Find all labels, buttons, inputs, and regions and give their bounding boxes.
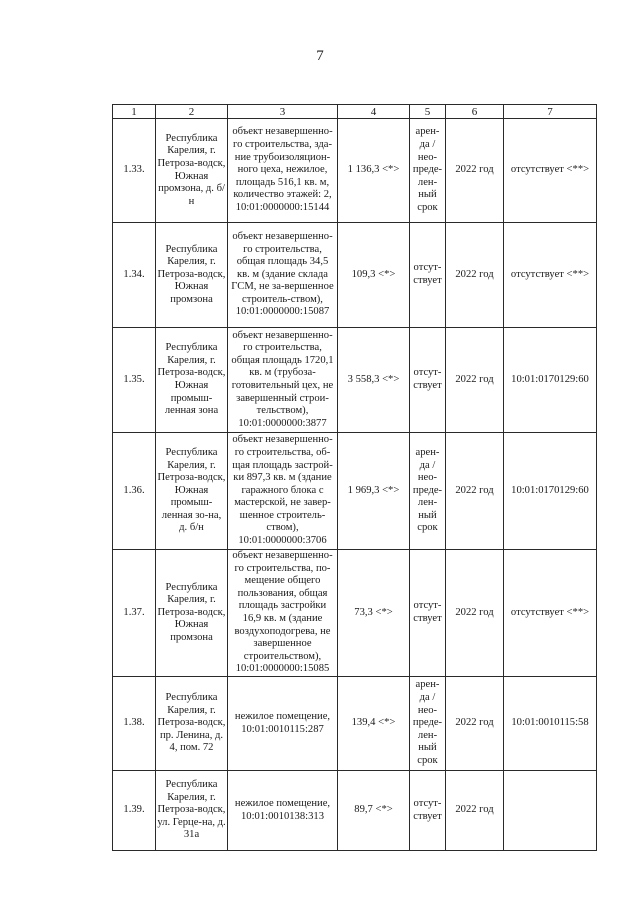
cadastral-cell: 10:01:0170129:60 [504, 433, 597, 550]
object-description-cell: объект незавершенно-го строительства, по-мещение общего пользования, общая площадь застройки 16,9 кв. м (здание воздухоподогрева, не завершенное строительством), 10:01:0000000:15085 [228, 550, 338, 677]
table-row [113, 550, 597, 677]
row-number: 1.34. [113, 223, 156, 328]
year-cell: 2022 год [446, 677, 504, 771]
encumbrance-cell: отсут-ствует [410, 550, 446, 677]
column-header: 5 [410, 105, 446, 119]
address-cell: Республика Карелия, г. Петроза-водск, ул. Герце-на, д. 31а [156, 771, 228, 851]
cadastral-cell: отсутствует <**> [504, 223, 597, 328]
address-cell: Республика Карелия, г. Петроза-водск, пр. Ленина, д. 4, пом. 72 [156, 677, 228, 771]
year-cell: 2022 год [446, 119, 504, 223]
encumbrance-cell: отсут-ствует [410, 771, 446, 851]
property-registry-table [112, 104, 597, 851]
value-cell: 73,3 <*> [338, 550, 410, 677]
value-cell: 89,7 <*> [338, 771, 410, 851]
cadastral-cell: 10:01:0010115:58 [504, 677, 597, 771]
row-number: 1.36. [113, 433, 156, 550]
object-description-cell: объект незавершенно-го строительства, общая площадь 1720,1 кв. м (трубоза-готовительный цех, не завершенный строи-тельством), 10:01:0000000:3877 [228, 328, 338, 433]
address-cell: Республика Карелия, г. Петроза-водск, Южная промзона [156, 223, 228, 328]
table-row [113, 119, 597, 223]
address-cell: Республика Карелия, г. Петроза-водск, Южная промыш-ленная зо-на, д. б/н [156, 433, 228, 550]
table-row [113, 328, 597, 433]
encumbrance-cell: арен-да / нео-преде-лен-ный срок [410, 433, 446, 550]
table-row [113, 433, 597, 550]
year-cell: 2022 год [446, 433, 504, 550]
column-header: 3 [228, 105, 338, 119]
cadastral-cell: 10:01:0170129:60 [504, 328, 597, 433]
table-row [113, 223, 597, 328]
table-row [113, 677, 597, 771]
encumbrance-cell: отсут-ствует [410, 328, 446, 433]
year-cell: 2022 год [446, 771, 504, 851]
object-description-cell: нежилое помещение, 10:01:0010115:287 [228, 677, 338, 771]
column-header: 4 [338, 105, 410, 119]
year-cell: 2022 год [446, 328, 504, 433]
row-number: 1.35. [113, 328, 156, 433]
encumbrance-cell: отсут-ствует [410, 223, 446, 328]
row-number: 1.37. [113, 550, 156, 677]
year-cell: 2022 год [446, 223, 504, 328]
table-row [113, 771, 597, 851]
object-description-cell: объект незавершенно-го строительства, зда-ние трубоизоляцион-ного цеха, нежилое, площадь 516,1 кв. м, количество этажей: 2, 10:01:0000000:15144 [228, 119, 338, 223]
encumbrance-cell: арен-да / нео-преде-лен-ный срок [410, 677, 446, 771]
object-description-cell: нежилое помещение, 10:01:0010138:313 [228, 771, 338, 851]
encumbrance-cell: арен-да / нео-преде-лен-ный срок [410, 119, 446, 223]
object-description-cell: объект незавершенно-го строительства, общая площадь 34,5 кв. м (здание склада ГСМ, не за-вершенное строитель-ством), 10:01:0000000:15087 [228, 223, 338, 328]
row-number: 1.39. [113, 771, 156, 851]
address-cell: Республика Карелия, г. Петроза-водск, Южная промзона, д. б/н [156, 119, 228, 223]
column-header: 1 [113, 105, 156, 119]
table-header-row [113, 105, 597, 119]
address-cell: Республика Карелия, г. Петроза-водск, Южная промзона [156, 550, 228, 677]
year-cell: 2022 год [446, 550, 504, 677]
row-number: 1.38. [113, 677, 156, 771]
value-cell: 1 969,3 <*> [338, 433, 410, 550]
object-description-cell: объект незавершенно-го строительства, об-щая площадь застрой-ки 897,3 кв. м (здание гаражного блока с мастерской, не завер-шенное строитель-ством), 10:01:0000000:3706 [228, 433, 338, 550]
value-cell: 109,3 <*> [338, 223, 410, 328]
column-header: 7 [504, 105, 597, 119]
value-cell: 139,4 <*> [338, 677, 410, 771]
column-header: 2 [156, 105, 228, 119]
value-cell: 1 136,3 <*> [338, 119, 410, 223]
page-number: 7 [316, 48, 324, 64]
cadastral-cell: отсутствует <**> [504, 119, 597, 223]
column-header: 6 [446, 105, 504, 119]
row-number: 1.33. [113, 119, 156, 223]
cadastral-cell [504, 771, 597, 851]
value-cell: 3 558,3 <*> [338, 328, 410, 433]
address-cell: Республика Карелия, г. Петроза-водск, Южная промыш-ленная зона [156, 328, 228, 433]
cadastral-cell: отсутствует <**> [504, 550, 597, 677]
